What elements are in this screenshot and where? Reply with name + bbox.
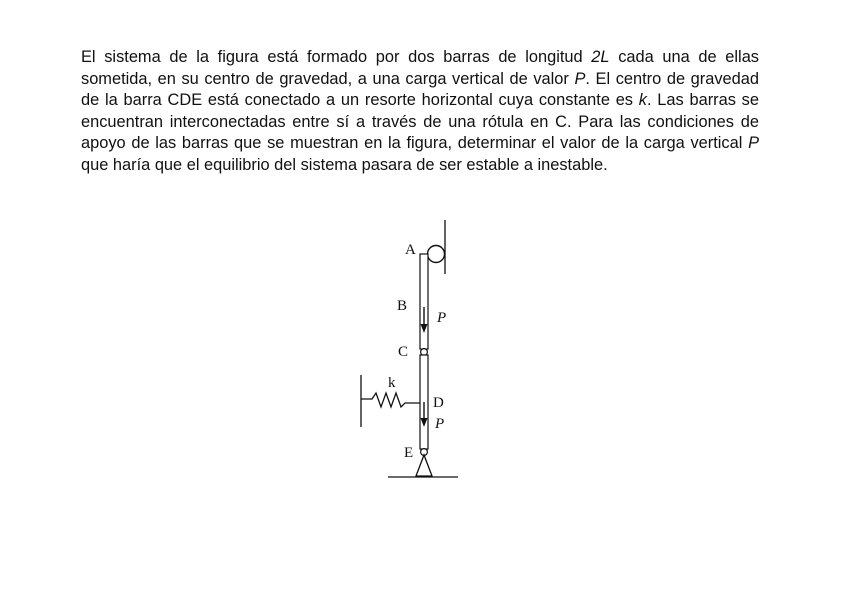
problem-text-1: El sistema de la figura está formado por dos barras de longitud [81, 48, 592, 66]
load-symbol-2: P [748, 134, 759, 153]
roller-a-icon [428, 246, 445, 263]
label-c: C [398, 344, 409, 360]
label-k: k [388, 375, 396, 391]
hinge-c-icon [421, 349, 428, 356]
problem-text-5: que haría que el equilibrio del sistema pasara de ser estable a inestable. [81, 155, 608, 174]
label-p-lower: P [435, 416, 445, 432]
label-b: B [397, 298, 408, 314]
problem-text-3: . El centro de gravedad de la barra CDE está conectado a un resorte horizontal cuya constante es [81, 69, 759, 110]
label-e: E [404, 445, 414, 461]
problem-statement [81, 47, 759, 177]
length-symbol: 2L [591, 48, 610, 66]
problem-text-2: cada una de ellas sometida, en su centro de gravedad, a una carga vertical de valor [81, 48, 760, 88]
label-a: A [405, 242, 416, 258]
label-p-upper: P [437, 310, 447, 326]
pin-support-icon [416, 455, 432, 476]
problem-text-4: . Las barras se encuentran interconectadas entre sí a través de una rótula en C. Para las condiciones de apoyo de las barras que se muestran en la figura, determinar el valor de la carga vertical [81, 91, 759, 153]
spring-icon [361, 393, 420, 407]
bar-abc [420, 254, 428, 349]
structure-figure [350, 214, 470, 484]
spring-constant-symbol: k [638, 91, 647, 110]
load-symbol-1: P [574, 69, 586, 88]
label-d: D [433, 395, 444, 411]
